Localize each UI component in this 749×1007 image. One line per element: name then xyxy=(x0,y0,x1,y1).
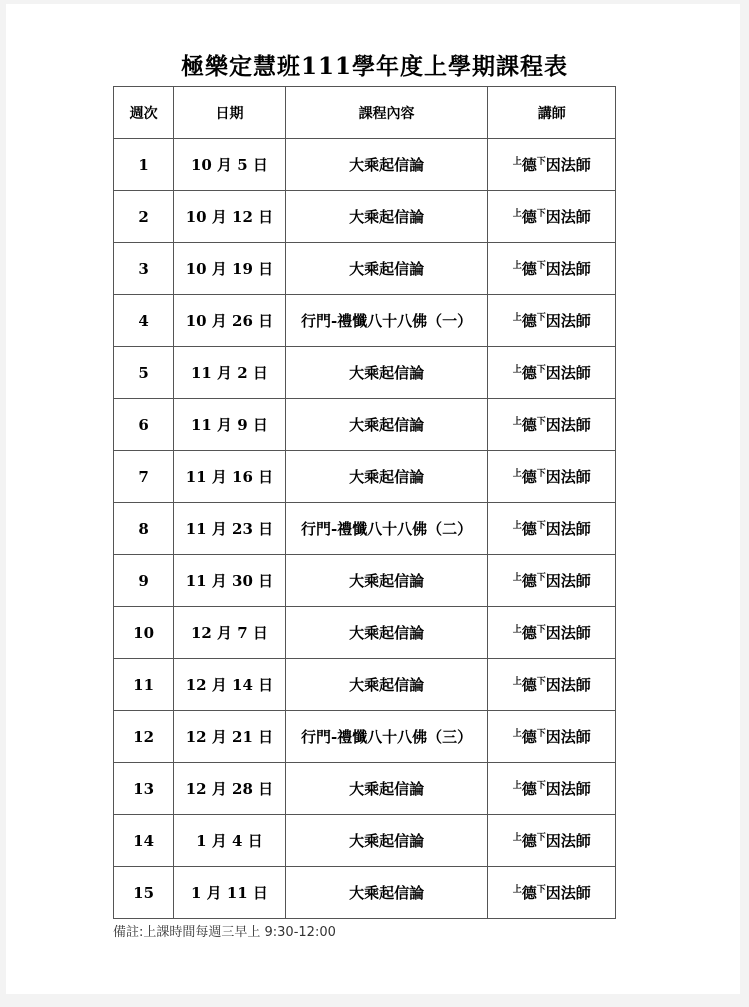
date-cell: 10 月 26 日 xyxy=(174,295,285,347)
teacher-cell xyxy=(488,503,616,555)
teacher-down: 下 xyxy=(536,677,546,687)
content-cell: 行門-禮懺八十八佛（一） xyxy=(285,295,488,347)
teacher-up: 上 xyxy=(512,469,522,479)
teacher-name: 因法師 xyxy=(545,208,591,226)
week-cell: 5 xyxy=(114,347,174,399)
teacher-up: 上 xyxy=(512,781,522,791)
table-row xyxy=(114,243,616,295)
table-row xyxy=(114,399,616,451)
date-cell: 10 月 5 日 xyxy=(174,139,285,191)
teacher-down: 下 xyxy=(536,573,546,583)
content-cell: 大乘起信論 xyxy=(285,347,488,399)
teacher-cell xyxy=(488,295,616,347)
week-cell: 15 xyxy=(114,867,174,919)
table-row xyxy=(114,555,616,607)
week-cell: 2 xyxy=(114,191,174,243)
teacher-up: 上 xyxy=(512,729,522,739)
teacher-up: 上 xyxy=(512,261,522,271)
teacher-name: 因法師 xyxy=(545,364,591,382)
teacher-de: 德 xyxy=(521,364,537,382)
header-date: 日期 xyxy=(174,87,285,139)
teacher-up: 上 xyxy=(512,885,522,895)
teacher-de: 德 xyxy=(521,884,537,902)
table-header-row xyxy=(114,87,616,139)
table-row xyxy=(114,295,616,347)
table-row xyxy=(114,347,616,399)
teacher-down: 下 xyxy=(536,209,546,219)
date-cell: 1 月 11 日 xyxy=(174,867,285,919)
teacher-down: 下 xyxy=(536,729,546,739)
teacher-cell xyxy=(488,191,616,243)
table-row xyxy=(114,763,616,815)
teacher-down: 下 xyxy=(536,625,546,635)
teacher-up: 上 xyxy=(512,573,522,583)
teacher-name: 因法師 xyxy=(545,156,591,174)
date-cell: 11 月 30 日 xyxy=(174,555,285,607)
teacher-de: 德 xyxy=(521,728,537,746)
week-cell: 3 xyxy=(114,243,174,295)
teacher-up: 上 xyxy=(512,157,522,167)
teacher-de: 德 xyxy=(521,832,537,850)
table-row xyxy=(114,503,616,555)
content-cell: 大乘起信論 xyxy=(285,815,488,867)
date-cell: 11 月 9 日 xyxy=(174,399,285,451)
teacher-cell xyxy=(488,347,616,399)
schedule-table xyxy=(113,86,616,919)
content-cell: 大乘起信論 xyxy=(285,139,488,191)
teacher-name: 因法師 xyxy=(545,572,591,590)
date-cell: 12 月 21 日 xyxy=(174,711,285,763)
teacher-cell xyxy=(488,607,616,659)
table-row xyxy=(114,139,616,191)
teacher-name: 因法師 xyxy=(545,312,591,330)
teacher-de: 德 xyxy=(521,312,537,330)
header-teacher: 講師 xyxy=(488,87,616,139)
teacher-cell xyxy=(488,711,616,763)
date-cell: 10 月 19 日 xyxy=(174,243,285,295)
week-cell: 6 xyxy=(114,399,174,451)
week-cell: 1 xyxy=(114,139,174,191)
teacher-up: 上 xyxy=(512,365,522,375)
week-cell: 10 xyxy=(114,607,174,659)
teacher-name: 因法師 xyxy=(545,728,591,746)
teacher-cell xyxy=(488,659,616,711)
teacher-cell xyxy=(488,815,616,867)
week-cell: 9 xyxy=(114,555,174,607)
teacher-down: 下 xyxy=(536,521,546,531)
teacher-up: 上 xyxy=(512,677,522,687)
date-cell: 1 月 4 日 xyxy=(174,815,285,867)
date-cell: 12 月 14 日 xyxy=(174,659,285,711)
date-cell: 10 月 12 日 xyxy=(174,191,285,243)
table-row xyxy=(114,711,616,763)
teacher-de: 德 xyxy=(521,520,537,538)
week-cell: 11 xyxy=(114,659,174,711)
teacher-de: 德 xyxy=(521,416,537,434)
content-cell: 大乘起信論 xyxy=(285,763,488,815)
page-title: 極樂定慧班111學年度上學期課程表 xyxy=(180,53,568,80)
teacher-name: 因法師 xyxy=(545,676,591,694)
teacher-de: 德 xyxy=(521,624,537,642)
header-content: 課程內容 xyxy=(285,87,488,139)
teacher-down: 下 xyxy=(536,261,546,271)
teacher-cell xyxy=(488,867,616,919)
teacher-de: 德 xyxy=(521,676,537,694)
teacher-name: 因法師 xyxy=(545,780,591,798)
date-cell: 12 月 28 日 xyxy=(174,763,285,815)
teacher-name: 因法師 xyxy=(545,520,591,538)
content-cell: 行門-禮懺八十八佛（二） xyxy=(285,503,488,555)
teacher-down: 下 xyxy=(536,313,546,323)
teacher-cell xyxy=(488,763,616,815)
week-cell: 12 xyxy=(114,711,174,763)
teacher-up: 上 xyxy=(512,209,522,219)
content-cell: 大乘起信論 xyxy=(285,607,488,659)
teacher-de: 德 xyxy=(521,780,537,798)
table-row xyxy=(114,607,616,659)
teacher-de: 德 xyxy=(521,208,537,226)
table-row xyxy=(114,191,616,243)
table-row xyxy=(114,659,616,711)
teacher-down: 下 xyxy=(536,365,546,375)
content-cell: 大乘起信論 xyxy=(285,555,488,607)
week-cell: 8 xyxy=(114,503,174,555)
teacher-name: 因法師 xyxy=(545,416,591,434)
teacher-de: 德 xyxy=(521,260,537,278)
teacher-cell xyxy=(488,243,616,295)
teacher-de: 德 xyxy=(521,156,537,174)
table-row xyxy=(114,451,616,503)
teacher-down: 下 xyxy=(536,833,546,843)
teacher-up: 上 xyxy=(512,625,522,635)
teacher-de: 德 xyxy=(521,468,537,486)
teacher-cell xyxy=(488,139,616,191)
teacher-name: 因法師 xyxy=(545,884,591,902)
teacher-up: 上 xyxy=(512,833,522,843)
teacher-de: 德 xyxy=(521,572,537,590)
date-cell: 11 月 2 日 xyxy=(174,347,285,399)
content-cell: 大乘起信論 xyxy=(285,243,488,295)
teacher-name: 因法師 xyxy=(545,260,591,278)
week-cell: 7 xyxy=(114,451,174,503)
week-cell: 13 xyxy=(114,763,174,815)
table-row xyxy=(114,815,616,867)
teacher-down: 下 xyxy=(536,781,546,791)
content-cell: 大乘起信論 xyxy=(285,659,488,711)
teacher-up: 上 xyxy=(512,521,522,531)
teacher-down: 下 xyxy=(536,417,546,427)
date-cell: 11 月 16 日 xyxy=(174,451,285,503)
content-cell: 大乘起信論 xyxy=(285,451,488,503)
content-cell: 大乘起信論 xyxy=(285,191,488,243)
teacher-name: 因法師 xyxy=(545,624,591,642)
teacher-down: 下 xyxy=(536,885,546,895)
header-week: 週次 xyxy=(114,87,174,139)
teacher-name: 因法師 xyxy=(545,468,591,486)
teacher-down: 下 xyxy=(536,469,546,479)
date-cell: 12 月 7 日 xyxy=(174,607,285,659)
table-row xyxy=(114,867,616,919)
teacher-cell xyxy=(488,451,616,503)
week-cell: 14 xyxy=(114,815,174,867)
teacher-up: 上 xyxy=(512,313,522,323)
teacher-down: 下 xyxy=(536,157,546,167)
content-cell: 行門-禮懺八十八佛（三） xyxy=(285,711,488,763)
footnote: 備註:上課時間每週三早上 9:30-12:00 xyxy=(113,925,336,940)
teacher-name: 因法師 xyxy=(545,832,591,850)
date-cell: 11 月 23 日 xyxy=(174,503,285,555)
teacher-cell xyxy=(488,399,616,451)
teacher-up: 上 xyxy=(512,417,522,427)
content-cell: 大乘起信論 xyxy=(285,399,488,451)
teacher-cell xyxy=(488,555,616,607)
week-cell: 4 xyxy=(114,295,174,347)
content-cell: 大乘起信論 xyxy=(285,867,488,919)
